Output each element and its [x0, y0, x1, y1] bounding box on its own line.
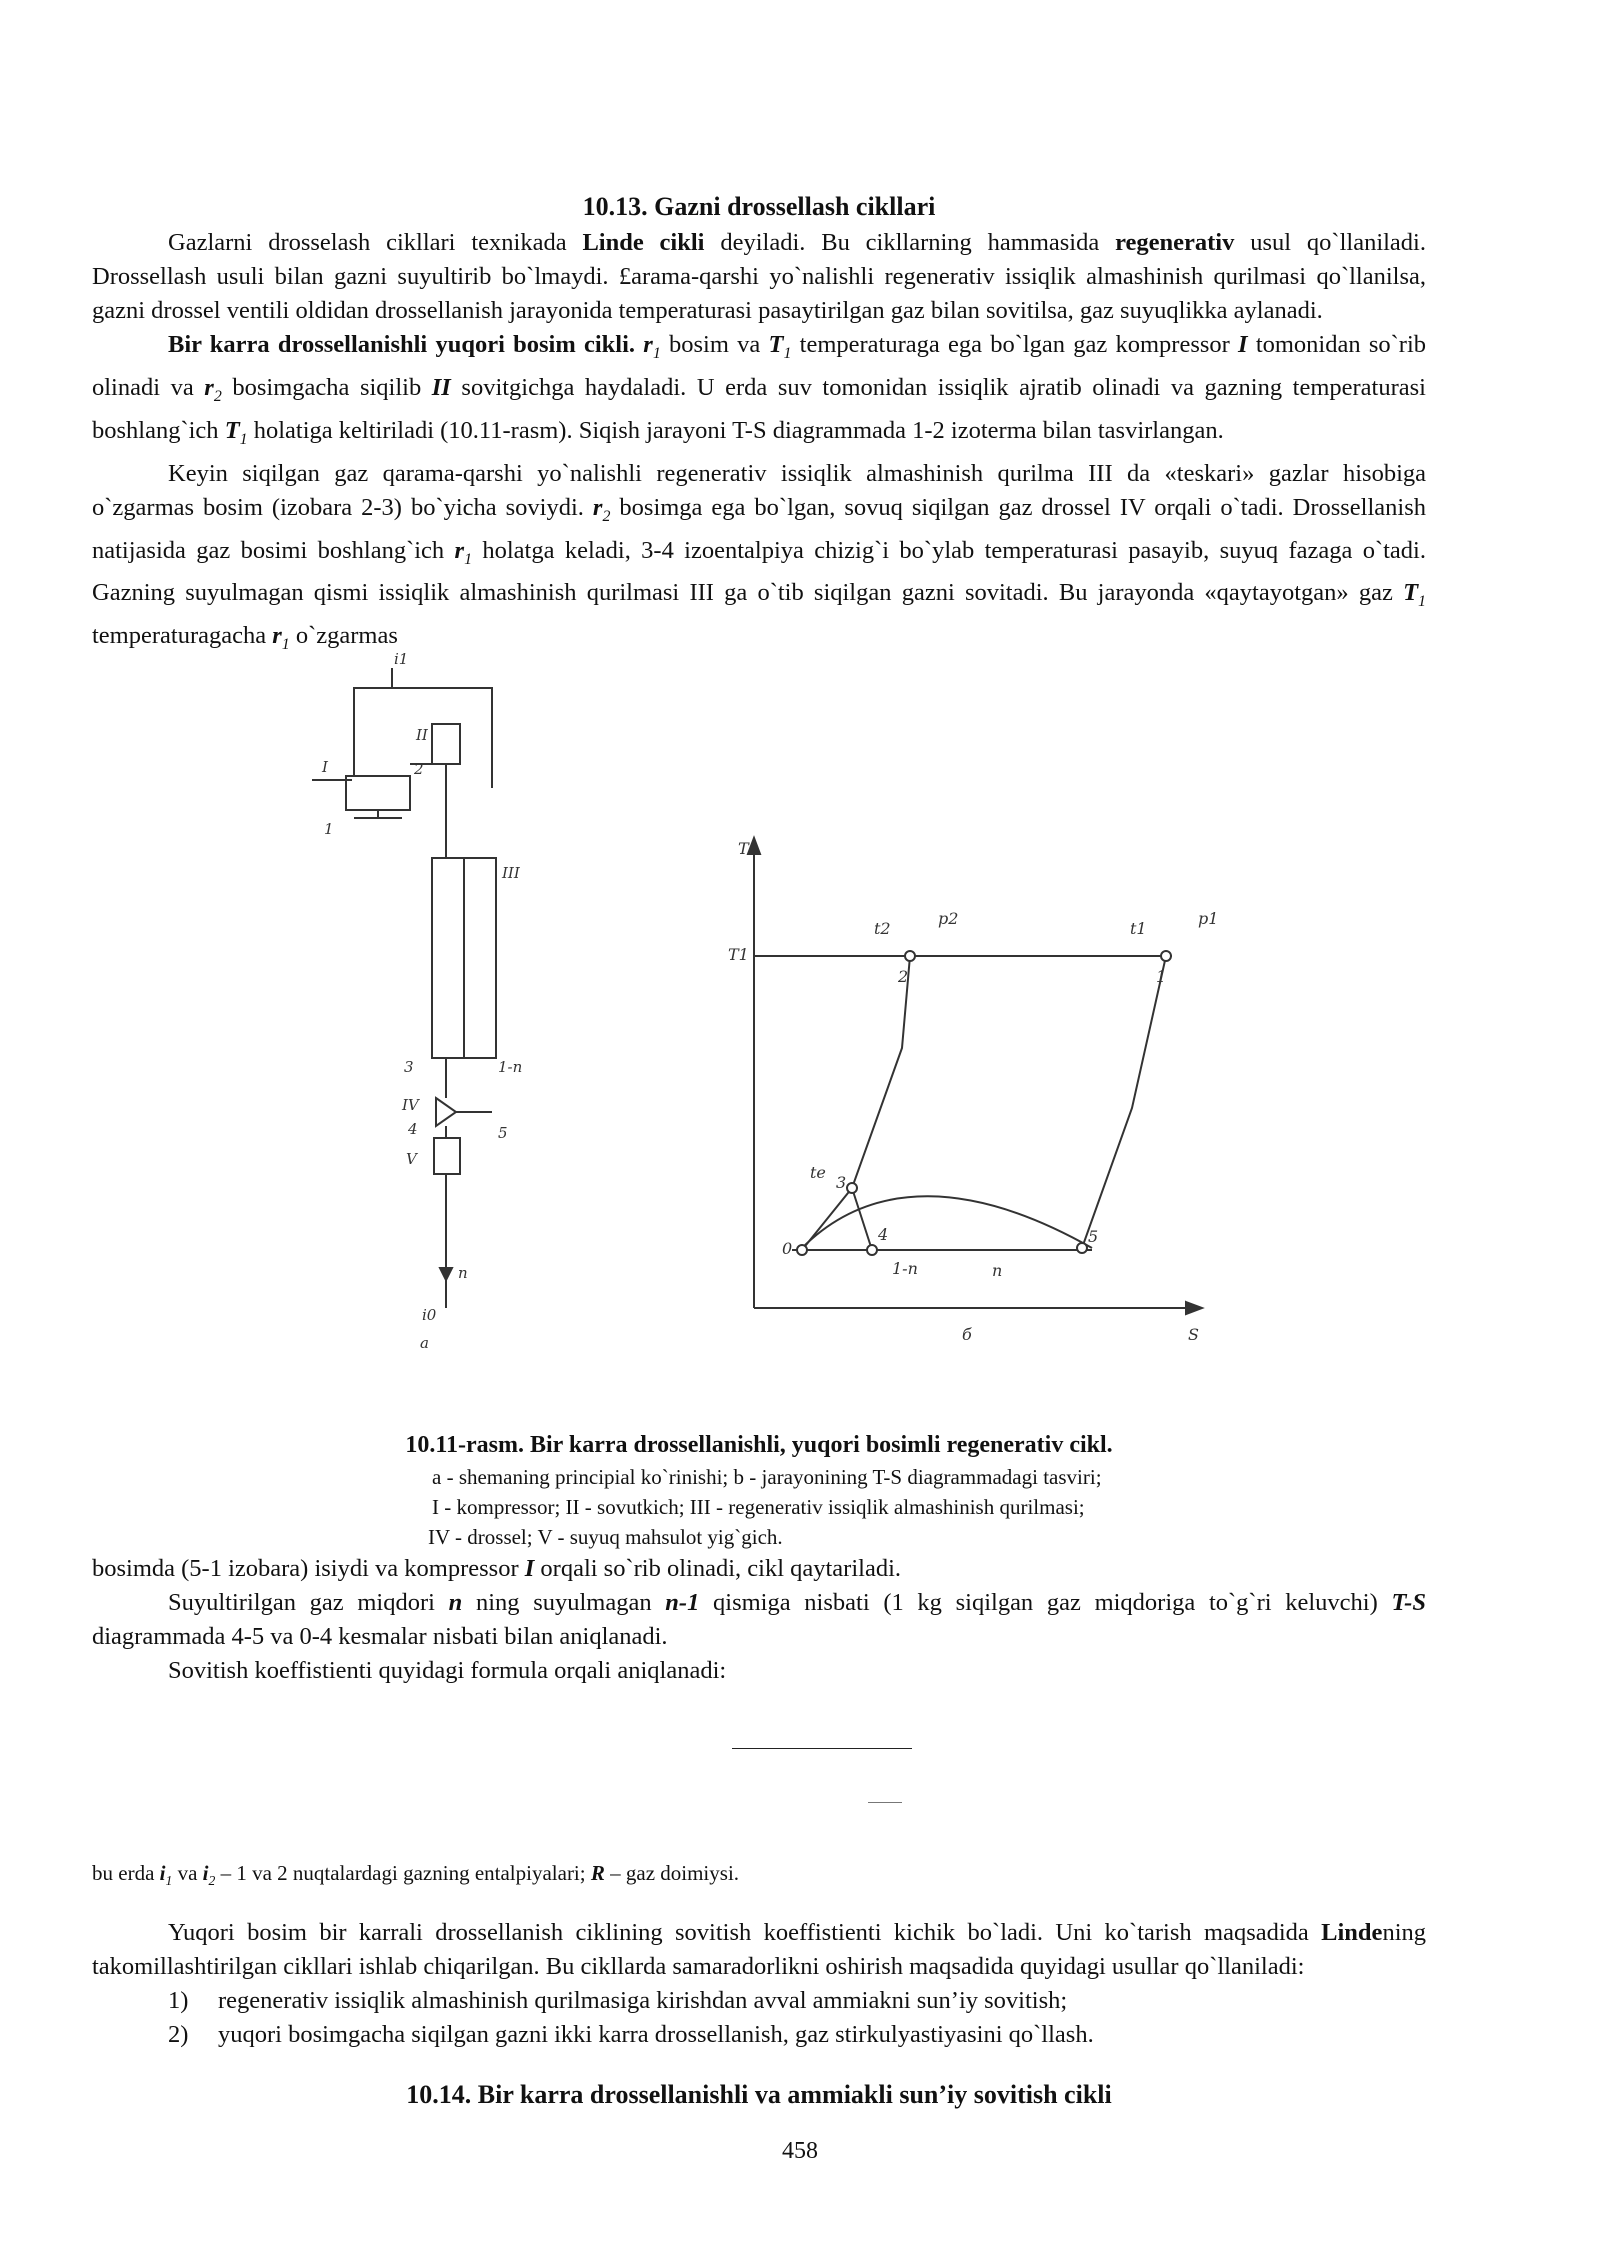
figure-caption: 10.11-rasm. Bir karra drossellanishli, yuqori bosimli regenerativ cikl.	[405, 1432, 1113, 1459]
ts-label-te: te	[810, 1163, 826, 1183]
cooler-box	[432, 724, 460, 764]
label-2: 2	[414, 760, 424, 779]
paragraph-improved-cycles	[92, 1916, 1426, 1984]
ts-label-n: n	[992, 1261, 1003, 1281]
text-run: – gaz doimiysi.	[604, 1861, 740, 1886]
bold-text: r	[643, 331, 653, 358]
figure-legend	[428, 1462, 1426, 1552]
bold-text: r	[454, 536, 465, 564]
label-1-n: 1-n	[498, 1058, 523, 1077]
saturation-curve	[802, 1196, 1092, 1248]
text-run: temperaturagacha	[92, 622, 273, 650]
bold-text: T	[1403, 579, 1419, 607]
label-V: V	[406, 1150, 417, 1169]
text-run: bu erda	[92, 1861, 160, 1886]
label-i1: i1	[394, 650, 409, 669]
ts-label-b: б	[962, 1325, 972, 1345]
formula-area	[92, 1688, 1426, 1858]
bold-text: T-S	[1391, 1589, 1426, 1617]
subscript: 2	[208, 1873, 216, 1889]
legend-line: I - kompressor; II - sovutkich; III - regenerativ issiqlik almashinish qurilmasi;	[432, 1495, 1085, 1520]
list-item-number: 2)	[168, 2021, 189, 2049]
subscript: 2	[602, 507, 611, 525]
text-run: o`zgarmas	[289, 622, 398, 650]
collector-box	[434, 1138, 460, 1174]
compressor-box	[346, 776, 410, 810]
bold-text: r	[204, 373, 214, 401]
ts-label-T1: T1	[728, 945, 749, 965]
paragraph-continuation	[92, 1552, 1426, 1586]
section-title-10-14: 10.14. Bir karra drossellanishli va ammiakli sun’iy sovitish cikli	[406, 2080, 1112, 2110]
subscript: 1	[652, 344, 661, 362]
paragraph-intro	[92, 226, 1426, 328]
text-run: bosimda (5-1 izobara) isiydi va kompressor	[92, 1555, 525, 1583]
label-i0: i0	[422, 1306, 437, 1325]
bold-text: I	[1238, 331, 1248, 358]
text-run: usul qo`llaniladi. Drossellash usuli bilan gazni suyultirib bo`lmaydi. £arama-qarshi yo`nalishli regenerativ issiqlik almashinish qurilmasi qo`llanilsa, gazni drossel ventili oldidan drossellanish jarayonida temperaturasi pasaytirilgan gaz bilan sovitilsa, gaz suyuqlikka aylanadi.	[92, 229, 1426, 324]
bold-text: Linde cikli	[582, 229, 705, 256]
label-5: 5	[498, 1124, 508, 1143]
bold-text: r	[592, 493, 603, 521]
text-run: tomonidan so`rib olinadi va	[92, 331, 1427, 401]
text-run: deyiladi. Bu cikllarning hammasida	[704, 229, 1116, 256]
bold-text: II	[431, 373, 451, 401]
text-run: Keyin siqilgan gaz qarama-qarshi yo`nalishli regenerativ issiqlik almashinish qurilma III da «teskari» gazlar hisobiga o`zgarmas bosim (izobara 2-3) bo`yicha soviydi.	[92, 459, 1426, 521]
subscript: 2	[213, 387, 222, 405]
list-item-number: 1)	[168, 1987, 189, 2015]
methods-list	[168, 1984, 1426, 2052]
bold-text: i	[202, 1861, 209, 1886]
text-run: holatga keladi, 3-4 izoentalpiya chizig`i bo`ylab temperaturasi pasayib, suyuq fazaga o`tadi. Gazning suyulmagan qismi issiqlik almashinish qurilmasi III ga o`tib siqilgan gazni sovitadi. Bu jarayonda «qaytayotgan» gaz	[92, 536, 1426, 607]
ts-label-3: 3	[836, 1173, 847, 1193]
list-item-text: yuqori bosimgacha siqilgan gazni ikki karra drossellanish, gaz stirkulyastiyasini qo`llash.	[218, 2021, 1094, 2049]
text-run: – 1 va 2 nuqtalardagi gazning entalpiyalari;	[215, 1861, 591, 1886]
subscript: 1	[239, 430, 248, 448]
label-a: a	[420, 1334, 429, 1353]
ts-label-0: 0	[782, 1239, 793, 1259]
text-run: diagrammada 4-5 va 0-4 kesmalar nisbati bilan aniqlanadi.	[92, 1623, 668, 1651]
label-IV: IV	[402, 1096, 419, 1115]
ts-label-1-n: 1-n	[892, 1259, 918, 1279]
paragraph-high-pressure-cycle	[92, 328, 1426, 457]
bold-text: R	[590, 1861, 605, 1886]
text-run: Gazlarni drosselash cikllari texnikada	[168, 229, 583, 256]
text-run: temperaturaga ega bo`lgan gaz kompressor	[791, 331, 1239, 358]
ts-diagram-b	[748, 838, 1202, 1314]
subscript: 1	[783, 344, 792, 362]
ts-label-2: 2	[898, 967, 909, 987]
bold-text: i	[159, 1861, 166, 1886]
text-run: Yuqori bosim bir karrali drossellanish ciklining sovitish koeffistienti kichik bo`ladi. Uni ko`tarish maqsadida	[168, 1919, 1322, 1947]
text-run: sovitgichga haydaladi. U erda suv tomonidan issiqlik ajratib olinadi va gazning temperaturasi boshlang`ich	[92, 373, 1426, 444]
figure-10-11	[92, 650, 1426, 1428]
subscript: 1	[281, 636, 290, 654]
isobar-p1	[1082, 956, 1166, 1248]
label-n: n	[458, 1264, 468, 1283]
ts-label-p1: p1	[1198, 909, 1219, 929]
subscript: 1	[165, 1873, 173, 1889]
bold-text: n	[448, 1589, 463, 1617]
page-number: 458	[782, 2138, 818, 2164]
text-run: holatiga keltiriladi (10.11-rasm). Siqish jarayoni T-S diagrammada 1-2 izoterma bilan tasvirlangan.	[247, 416, 1224, 444]
ts-label-t2: t2	[874, 919, 891, 939]
label-I: I	[322, 758, 328, 777]
formula-fraction-bar-small	[868, 1802, 902, 1803]
bold-text: I	[524, 1555, 535, 1583]
label-3: 3	[404, 1058, 414, 1077]
text-run: ning suyulmagan	[462, 1589, 666, 1617]
formula-fraction-bar	[732, 1748, 912, 1749]
text-run: bosim va	[660, 331, 769, 358]
list-item	[168, 2018, 1426, 2052]
paragraph-formula-intro: Sovitish koeffistienti quyidagi formula orqali aniqlanadi:	[168, 1657, 727, 1685]
ts-label-p2: p2	[938, 909, 959, 929]
legend-line: a - shemaning principial ko`rinishi; b - jarayonining T-S diagrammadagi tasviri;	[432, 1465, 1102, 1490]
page-content	[92, 190, 1426, 2114]
list-item	[168, 1984, 1426, 2018]
label-II: II	[416, 726, 428, 745]
bold-text: Linde	[1321, 1919, 1383, 1947]
bold-text: T	[768, 331, 784, 358]
ts-label-t1: t1	[1130, 919, 1147, 939]
text-run: bosimgacha siqilib	[221, 373, 432, 401]
text-run: orqali so`rib olinadi, cikl qaytariladi.	[534, 1555, 902, 1583]
list-item-text: regenerativ issiqlik almashinish qurilmasiga kirishdan avval ammiakni sun’iy sovitish;	[218, 1987, 1068, 2015]
section-title-10-13: 10.13. Gazni drossellash cikllari	[582, 192, 936, 221]
figure-drawing	[92, 650, 1426, 1428]
text-run: bosimga ega bo`lgan, sovuq siqilgan gaz drossel IV orqali o`tadi. Drossellanish natijasida gaz bosimi boshlang`ich	[92, 493, 1426, 564]
text-run: qismiga nisbati (1 kg siqilgan gaz miqdoriga to`g`ri keluvchi)	[699, 1589, 1392, 1617]
bold-text: n-1	[665, 1589, 700, 1617]
scheme-a	[312, 668, 496, 1308]
subscript: 1	[464, 550, 473, 568]
legend-line: IV - drossel; V - suyuq mahsulot yig`gich.	[428, 1525, 783, 1550]
paragraph-regenerative-cooling	[92, 457, 1426, 663]
paragraph-liquefied-ratio	[92, 1586, 1426, 1654]
subscript: 1	[1418, 593, 1426, 611]
label-1: 1	[324, 820, 334, 839]
ts-label-S: S	[1188, 1325, 1199, 1345]
text-run: ning takomillashtirilgan cikllari ishlab chiqarilgan. Bu cikllarda samaradorlikni oshirish maqsadida quyidagi usullar qo`llaniladi:	[92, 1919, 1426, 1981]
ts-label-4: 4	[878, 1225, 889, 1245]
ts-label-1: 1	[1156, 967, 1167, 987]
text-run: va	[172, 1861, 203, 1886]
label-III: III	[502, 864, 520, 883]
bold-text: T	[224, 416, 240, 444]
ts-label-T: T	[738, 839, 749, 859]
text-run: Suyultirilgan gaz miqdori	[168, 1589, 449, 1617]
isobar-p2	[802, 956, 910, 1250]
bold-text: r	[272, 622, 282, 650]
label-4: 4	[408, 1120, 418, 1139]
formula-note	[92, 1858, 1426, 1896]
bold-text: Bir karra drossellanishli yuqori bosim cikli.	[168, 331, 636, 358]
bold-text: regenerativ	[1115, 229, 1235, 256]
ts-label-5: 5	[1088, 1227, 1099, 1247]
ts-labels	[728, 839, 1218, 1344]
